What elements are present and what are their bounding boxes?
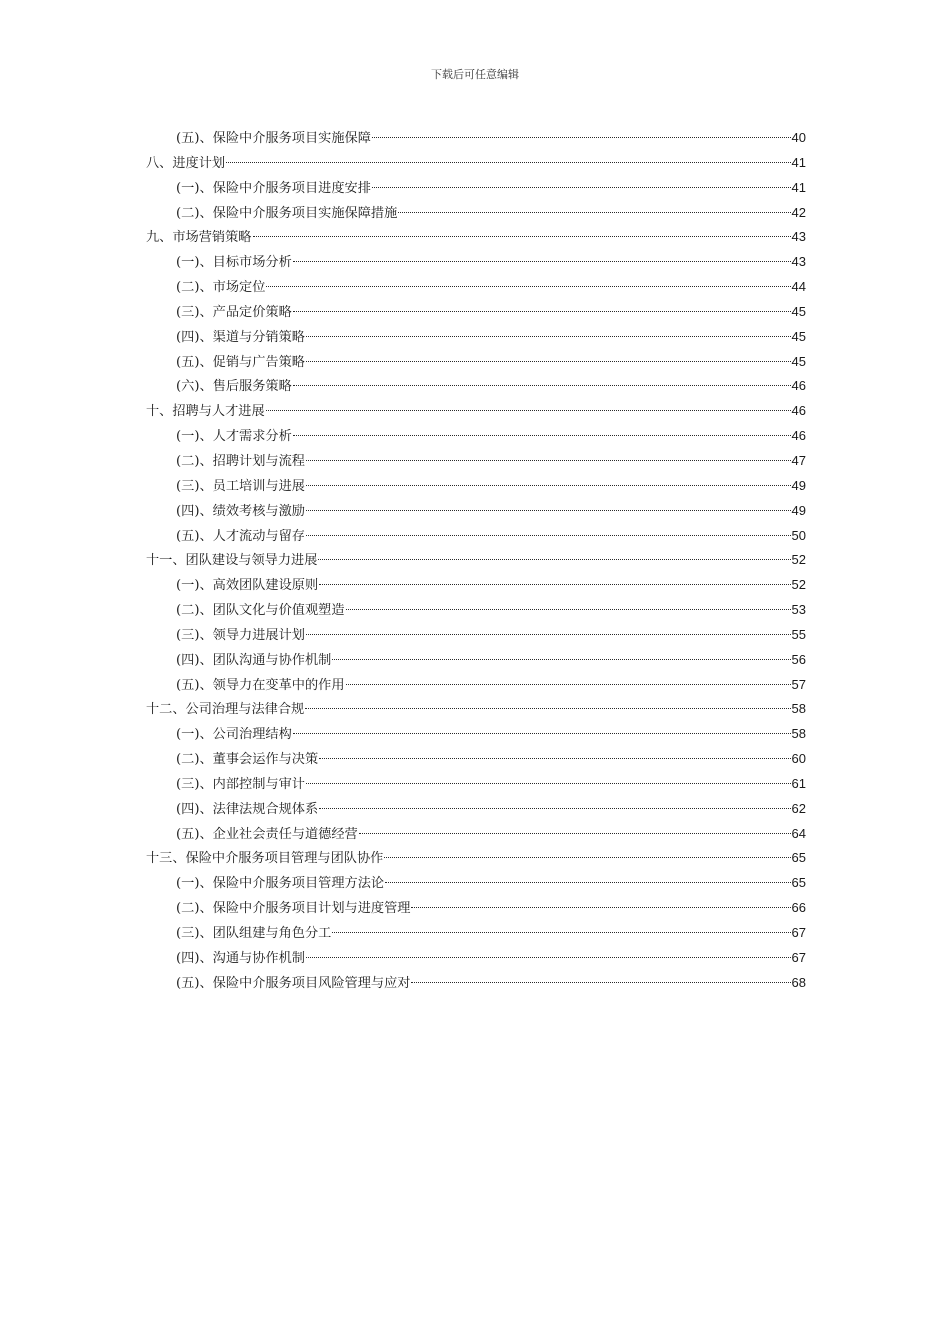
toc-entry-page-number: 67 — [791, 949, 806, 965]
toc-entry-page-number: 43 — [791, 229, 806, 245]
toc-entry-title: (五)、促销与广告策略 — [176, 354, 305, 370]
toc-entry-page-number: 55 — [791, 626, 806, 642]
toc-entry-title: (五)、企业社会责任与道德经营 — [176, 826, 358, 842]
toc-entry-title: 十二、公司治理与法律合规 — [146, 702, 305, 718]
toc-entry-page-number: 58 — [791, 726, 806, 742]
toc-entry[interactable] — [146, 971, 806, 996]
toc-entry-title: (五)、人才流动与留存 — [176, 528, 305, 544]
toc-entry[interactable] — [146, 374, 806, 399]
toc-entry[interactable] — [146, 176, 806, 201]
toc-entry[interactable] — [146, 250, 806, 275]
toc-dot-leader — [253, 236, 791, 237]
toc-entry-title: (五)、保险中介服务项目风险管理与应对 — [176, 975, 411, 991]
toc-dot-leader — [346, 684, 791, 685]
toc-dot-leader — [306, 783, 791, 784]
toc-entry-page-number: 42 — [791, 204, 806, 220]
toc-entry[interactable] — [146, 126, 806, 151]
toc-entry-page-number: 65 — [791, 850, 806, 866]
toc-entry[interactable] — [146, 474, 806, 499]
toc-entry[interactable] — [146, 921, 806, 946]
toc-dot-leader — [411, 907, 790, 908]
toc-entry-title: (六)、售后服务策略 — [176, 379, 292, 395]
toc-dot-leader — [306, 634, 791, 635]
toc-entry[interactable] — [146, 896, 806, 921]
toc-entry-title: (二)、招聘计划与流程 — [176, 453, 305, 469]
toc-entry-title: (一)、公司治理结构 — [176, 727, 292, 743]
toc-entry-page-number: 56 — [791, 651, 806, 667]
toc-entry-page-number: 43 — [791, 254, 806, 270]
toc-entry-page-number: 67 — [791, 925, 806, 940]
toc-entry[interactable] — [146, 772, 806, 797]
toc-dot-leader — [293, 261, 791, 262]
toc-dot-leader — [384, 857, 790, 858]
toc-dot-leader — [346, 609, 791, 610]
toc-entry-title: 十一、团队建设与领导力进展 — [146, 553, 318, 569]
toc-dot-leader — [306, 361, 791, 362]
toc-entry[interactable] — [146, 697, 806, 722]
toc-dot-leader — [319, 808, 790, 809]
toc-entry[interactable] — [146, 871, 806, 896]
toc-dot-leader — [306, 957, 791, 958]
toc-dot-leader — [411, 982, 790, 983]
toc-entry-title: (四)、渠道与分销策略 — [176, 329, 305, 345]
toc-dot-leader — [319, 758, 790, 759]
toc-entry-page-number: 66 — [791, 900, 806, 916]
toc-dot-leader — [372, 187, 791, 188]
toc-entry-title: (二)、市场定位 — [176, 280, 266, 296]
toc-entry[interactable] — [146, 151, 806, 176]
toc-entry[interactable] — [146, 573, 806, 598]
toc-entry-page-number: 46 — [791, 403, 806, 419]
toc-dot-leader — [372, 137, 791, 138]
toc-dot-leader — [306, 485, 791, 486]
toc-entry-page-number: 49 — [791, 502, 806, 518]
toc-dot-leader — [398, 212, 790, 213]
toc-entry[interactable] — [146, 722, 806, 747]
toc-entry-title: (一)、高效团队建设原则 — [176, 578, 319, 594]
toc-entry[interactable] — [146, 524, 806, 549]
toc-dot-leader — [305, 708, 790, 709]
toc-entry-page-number: 47 — [791, 452, 806, 468]
toc-entry[interactable] — [146, 797, 806, 822]
toc-dot-leader — [306, 460, 791, 461]
toc-entry-title: 八、进度计划 — [146, 155, 226, 171]
toc-entry-title: (一)、保险中介服务项目管理方法论 — [176, 876, 385, 892]
toc-entry-page-number: 62 — [791, 800, 806, 816]
toc-dot-leader — [332, 659, 790, 660]
toc-entry-page-number: 58 — [791, 701, 806, 717]
toc-entry-page-number: 65 — [791, 875, 806, 891]
toc-entry-page-number: 40 — [791, 130, 806, 145]
toc-entry-page-number: 45 — [791, 353, 806, 369]
toc-dot-leader — [293, 385, 791, 386]
toc-entry[interactable] — [146, 623, 806, 648]
toc-entry-title: (四)、法律法规合规体系 — [176, 801, 319, 817]
toc-entry-page-number: 41 — [791, 179, 806, 195]
toc-entry[interactable] — [146, 449, 806, 474]
toc-entry-page-number: 41 — [791, 154, 806, 170]
toc-entry[interactable] — [146, 747, 806, 772]
toc-entry-title: (二)、保险中介服务项目计划与进度管理 — [176, 901, 411, 917]
toc-dot-leader — [359, 833, 791, 834]
toc-entry[interactable] — [146, 424, 806, 449]
toc-entry-page-number: 45 — [791, 303, 806, 319]
toc-entry-page-number: 44 — [791, 279, 806, 295]
toc-entry-title: (二)、董事会运作与决策 — [176, 752, 319, 768]
toc-entry-title: (三)、产品定价策略 — [176, 304, 292, 320]
toc-entry[interactable] — [146, 300, 806, 325]
toc-entry[interactable] — [146, 225, 806, 250]
toc-entry-title: (四)、绩效考核与激励 — [176, 503, 305, 519]
toc-entry-page-number: 61 — [791, 775, 806, 791]
toc-entry-page-number: 64 — [791, 825, 806, 841]
toc-entry[interactable] — [146, 946, 806, 971]
toc-entry[interactable] — [146, 673, 806, 698]
toc-entry-title: (五)、领导力在变革中的作用 — [176, 677, 345, 693]
toc-dot-leader — [385, 882, 790, 883]
toc-entry[interactable] — [146, 499, 806, 524]
page-header: 下载后可任意编辑 — [431, 68, 519, 81]
toc-entry-title: (五)、保险中介服务项目实施保障 — [176, 131, 371, 146]
toc-entry-title: (三)、领导力进展计划 — [176, 627, 305, 643]
toc-entry-title: (三)、团队组建与角色分工 — [176, 926, 332, 941]
toc-entry-page-number: 50 — [791, 527, 806, 543]
toc-dot-leader — [306, 535, 791, 536]
toc-entry-title: (三)、员工培训与进展 — [176, 478, 305, 494]
toc-entry-title: (三)、内部控制与审计 — [176, 776, 305, 792]
toc-entry-page-number: 53 — [791, 602, 806, 618]
toc-entry[interactable] — [146, 350, 806, 375]
toc-entry-title: 十三、保险中介服务项目管理与团队协作 — [146, 851, 384, 867]
toc-entry-page-number: 52 — [791, 552, 806, 568]
toc-dot-leader — [319, 584, 790, 585]
toc-entry-title: (一)、人才需求分析 — [176, 429, 292, 445]
toc-dot-leader — [332, 932, 790, 933]
toc-entry-page-number: 45 — [791, 328, 806, 344]
toc-entry-title: (一)、保险中介服务项目进度安排 — [176, 180, 371, 196]
toc-dot-leader — [318, 559, 790, 560]
toc-entry-page-number: 46 — [791, 378, 806, 394]
toc-entry[interactable] — [146, 822, 806, 847]
toc-entry[interactable] — [146, 598, 806, 623]
toc-entry[interactable] — [146, 399, 806, 424]
toc-entry-page-number: 68 — [791, 974, 806, 990]
toc-entry-title: (四)、沟通与协作机制 — [176, 950, 305, 966]
toc-dot-leader — [293, 733, 791, 734]
toc-entry[interactable] — [146, 325, 806, 350]
toc-entry-title: (一)、目标市场分析 — [176, 255, 292, 271]
toc-entry-title: (二)、团队文化与价值观塑造 — [176, 603, 345, 619]
toc-dot-leader — [306, 336, 791, 337]
toc-entry[interactable] — [146, 548, 806, 573]
toc-entry[interactable] — [146, 275, 806, 300]
toc-entry-page-number: 60 — [791, 751, 806, 767]
toc-entry-title: (四)、团队沟通与协作机制 — [176, 652, 332, 668]
toc-dot-leader — [293, 435, 791, 436]
toc-entry-page-number: 46 — [791, 428, 806, 444]
toc-entry[interactable] — [146, 201, 806, 226]
toc-entry-title: (二)、保险中介服务项目实施保障措施 — [176, 205, 398, 221]
toc-dot-leader — [266, 286, 790, 287]
toc-entry-page-number: 57 — [791, 676, 806, 692]
toc-entry-page-number: 52 — [791, 577, 806, 593]
toc-dot-leader — [306, 510, 791, 511]
toc-entry-page-number: 49 — [791, 477, 806, 493]
toc-entry[interactable] — [146, 648, 806, 673]
table-of-contents — [146, 126, 806, 996]
toc-entry[interactable] — [146, 846, 806, 871]
toc-entry-title: 十、招聘与人才进展 — [146, 404, 265, 420]
toc-dot-leader — [266, 410, 791, 411]
toc-entry-title: 九、市场营销策略 — [146, 230, 252, 246]
toc-dot-leader — [226, 162, 790, 163]
toc-dot-leader — [293, 311, 791, 312]
